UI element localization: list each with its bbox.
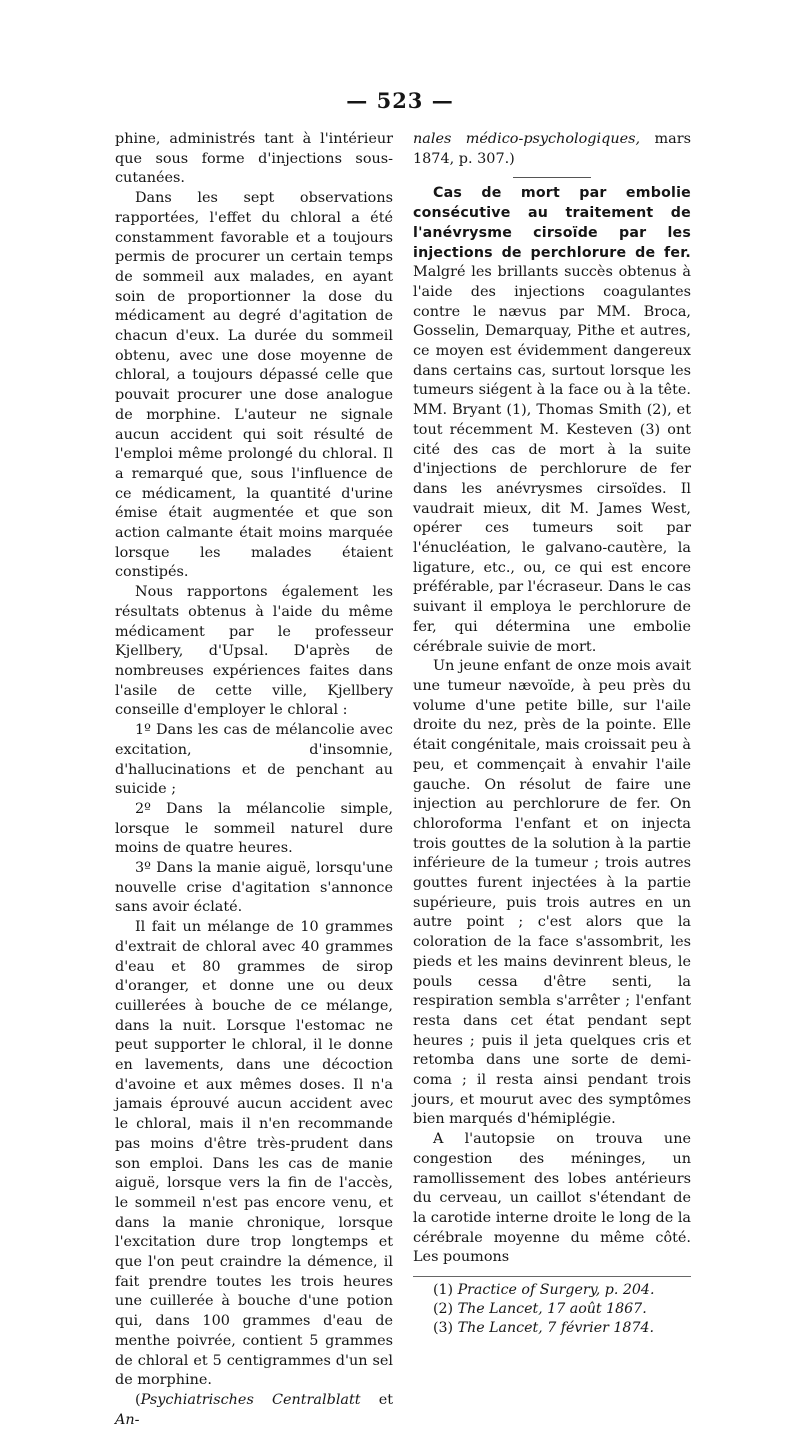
article-paragraph <box>413 184 691 657</box>
citation-and: et <box>360 1392 393 1408</box>
paragraph: Un jeune enfant de onze mois avait une tumeur nævoïde, à peu près du volume d'une petite bille, sur l'aile droite du nez, près de la pointe. Elle était congénitale, mais croissait peu à peu, et commençait à envahir l'aile gauche. On résolut de faire une injection au perchlorure de fer. On chloroforma l'enfant et on injecta trois gouttes de la solution à la partie inférieure de la tumeur ; trois autres gouttes furent injectées à la partie supérieure, puis trois autres en un autre point ; c'est alors que la coloration de la face s'assombrit, les pieds et les mains devinrent bleus, le pouls cessa d'être senti, la respiration sembla s'arrêter ; l'enfant resta dans cet état pendant sept heures ; puis il jeta quelques cris et retomba dans une sorte de demi-coma ; il resta ainsi pendant trois jours, et mourut avec des symptômes bien marqués d'hémiplégie. <box>413 658 691 1128</box>
list-item: 1º Dans les cas de mélancolie avec excitation, d'insomnie, d'hallucinations et de penchant au suicide ; <box>115 722 393 798</box>
footnote: (1) Practice of Surgery, p. 204. <box>433 1282 655 1299</box>
paragraph: Dans les sept observations rapportées, l'effet du chloral a été constamment favorable et a toujours permis de procurer un certain temps de sommeil aux malades, en ayant soin de proportionner la dose du médicament au degré d'agitation de chacun d'eux. La durée du sommeil obtenu, avec une dose moyenne de chloral, a toujours dépassé celle que pouvait procurer une dose analogue de morphine. L'auteur ne signale aucun accident qui soit résulté de l'emploi même prolongé du chloral. Il a remarqué que, sous l'influence de ce médicament, la quantité d'urine émise était augmentée et que son action calmante était moins marquée lorsque les malades étaient constipés. <box>115 190 393 581</box>
list-item: 3º Dans la manie aiguë, lorsqu'une nouvelle crise d'agitation s'annonce sans avoir éclaté. <box>115 860 393 916</box>
source-citation <box>413 130 691 169</box>
list-item: 2º Dans la mélancolie simple, lorsque le sommeil naturel dure moins de quatre heures. <box>115 800 393 857</box>
citation-open: ( <box>135 1392 141 1408</box>
paragraph: Il fait un mélange de 10 grammes d'extrait de chloral avec 40 grammes d'eau et 80 grammes de sirop d'oranger, et donne une ou deux cuillerées à bouche de ce mélange, dans la nuit. Lorsque l'estomac ne peut supporter le chloral, il le donne en lavements, dans une décoction d'avoine et aux mêmes doses. Il n'a jamais éprouvé aucun accident avec le chloral, mais il n'en recommande pas moins d'être très-prudent dans son emploi. Dans les cas de manie aiguë, lorsque vers la fin de l'accès, le sommeil n'est pas encore venu, et dans la manie chronique, lorsque l'excitation dure trop longtemps et que l'on peut craindre la démence, il fait prendre toutes les trois heures une cuillerée à bouche d'une potion qui, dans 100 grammes d'eau de menthe poivrée, contient 5 grammes de chloral et 5 centigrammes d'un sel de morphine. <box>115 919 393 1389</box>
separator-rule <box>513 177 591 178</box>
footnote: (3) The Lancet, 7 février 1874. <box>433 1320 655 1337</box>
journal-title: nales médico-psychologiques, <box>413 131 641 147</box>
journal-title: Psychiatrisches Centralblatt <box>140 1392 361 1408</box>
paragraph: A l'autopsie on trouva une congestion des méninges, un ramollissement des lobes antérieurs du cerveau, un caillot s'étendant de la carotide interne droite le long de la cérébrale moyenne du même côté. Les poumons <box>413 1131 691 1266</box>
article-title: Cas de mort par embolie consécutive au traitement de l'anévrysme cirsoïde par les injections de perchlorure de fer. <box>413 185 691 261</box>
source-citation <box>115 1391 393 1430</box>
page-number: — 523 — <box>346 88 454 113</box>
paragraph: Nous rapportons également les résultats obtenus à l'aide du même médicament par le professeur Kjellbery, d'Upsal. D'après de nombreuses expériences faites dans l'asile de cette ville, Kjellbery conseille d'employer le chloral : <box>115 584 393 719</box>
footnote: (2) The Lancet, 17 août 1867. <box>433 1301 647 1318</box>
citation-date: mars 1874, p. 307.) <box>413 131 691 167</box>
footnote-rule <box>413 1276 691 1277</box>
right-column <box>413 130 691 1338</box>
journal-title: An- <box>115 1411 140 1428</box>
paragraph: phine, administrés tant à l'intérieur que sous forme d'injections sous-cutanées. <box>115 131 393 187</box>
left-column <box>115 130 393 1430</box>
article-text: Malgré les brillants succès obtenus à l'aide des injections coagulantes contre le nævus par MM. Broca, Gosselin, Demarquay, Pithe et autres, ce moyen est évidemment dangereux dans certains cas, surtout lorsque les tumeurs siégent à la face ou à la tête. MM. Bryant (1), Thomas Smith (2), et tout récemment M. Kesteven (3) ont cité des cas de mort à la suite d'injections de perchlorure de fer dans les anévrysmes cirsoïdes. Il vaudrait mieux, dit M. James West, opérer ces tumeurs soit par l'énucléation, le galvano-cautère, la ligature, etc., ou, ce qui est encore préférable, par l'écraseur. Dans le cas suivant il employa le perchlorure de fer, qui détermina une embolie cérébrale suivie de mort. <box>413 264 691 655</box>
